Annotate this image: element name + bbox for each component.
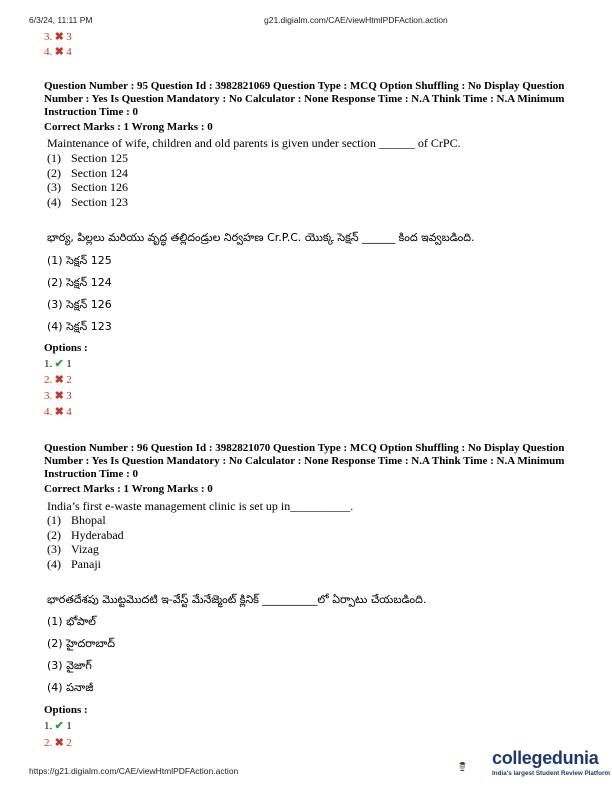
options-heading: Options : [44,704,88,716]
cross-icon: ✖ [54,406,64,418]
collegedunia-mascot-icon [458,744,492,788]
footer-url: https://g21.digialm.com/CAE/viewHtmlPDFAction.action [29,766,239,776]
cross-icon: ✖ [54,737,64,749]
print-date: 6/3/24, 11:11 PM [29,15,93,25]
option-item: 4. ✖ 4 [44,406,72,418]
question-text-telugu: భార్య, పిల్లలు మరియు వృద్ధ తల్లిదండ్రుల నిర్వహణ Cr.P.C. యొక్క సెక్షన్ ______ కింద ఇవ్వబడింది. [47,231,475,244]
option-item: 1. ✔ 1 [44,720,72,732]
choice-item-telugu: (2) హైదరాబాద్ [47,637,116,650]
cross-icon: ✖ [54,46,64,58]
option-item: 3. ✖ 3 [44,31,72,43]
choice-item-telugu: (1) భోపాల్ [47,615,96,628]
choice-item-telugu: (4) పనాజీ [47,681,94,694]
option-item: 1. ✔ 1 [44,358,72,370]
choice-item: (2) Hyderabad [47,527,124,542]
question-meta: Question Number : 95 Question Id : 3982821069 Question Type : MCQ Option Shuffling : No Display Question Number : Yes Is Question Mandatory : No Calculator : None Response Time : N.A Think Time : N.A Minimum Instruction Time : 0 [44,80,565,118]
option-item: 3. ✖ 3 [44,390,72,402]
cross-icon: ✖ [54,31,64,43]
choice-item-telugu: (3) వైజాగ్ [47,659,92,672]
choice-item: (4) Section 123 [47,194,128,209]
marks-line: Correct Marks : 1 Wrong Marks : 0 [44,483,213,495]
choice-item-telugu: (2) సెక్షన్ 124 [47,276,112,289]
marks-line: Correct Marks : 1 Wrong Marks : 0 [44,121,213,133]
option-item: 4. ✖ 4 [44,46,72,58]
check-icon: ✔ [54,720,64,732]
collegedunia-logo-text: collegedunia [492,748,599,768]
question-text: India’s first e-waste management clinic is set up in__________. [47,499,354,513]
check-icon: ✔ [54,358,64,370]
choice-item-telugu: (3) సెక్షన్ 126 [47,298,112,311]
collegedunia-tagline: India's largest Student Review Platform [492,770,611,777]
cross-icon: ✖ [54,390,64,402]
option-item: 2. ✖ 2 [44,374,72,386]
choice-item: (2) Section 124 [47,165,128,180]
choice-item: (3) Section 126 [47,180,128,194]
choice-item: (4) Panaji [47,556,101,571]
question-meta: Question Number : 96 Question Id : 3982821070 Question Type : MCQ Option Shuffling : No Display Question Number : Yes Is Question Mandatory : No Calculator : None Response Time : N.A Think Time : N.A Minimum Instruction Time : 0 [44,442,565,480]
choice-item: (3) Vizag [47,542,99,556]
cross-icon: ✖ [54,374,64,386]
choice-item-telugu: (1) సెక్షన్ 125 [47,254,112,267]
print-url: g21.digialm.com/CAE/viewHtmlPDFAction.action [264,15,448,25]
choice-item: (1) Section 125 [47,151,128,165]
choice-item: (1) Bhopal [47,513,106,527]
question-text: Maintenance of wife, children and old parents is given under section ______ of CrPC. [47,136,461,150]
option-item: 2. ✖ 2 [44,737,72,749]
question-text-telugu: భారతదేశపు మొట్టమొదటి ఇ-వేస్ట్ మేనేజ్మెంట్ క్లినిక్ __________లో ఏర్పాటు చేయబడింది. [47,593,427,606]
choice-item-telugu: (4) సెక్షన్ 123 [47,320,112,333]
options-heading: Options : [44,342,88,354]
